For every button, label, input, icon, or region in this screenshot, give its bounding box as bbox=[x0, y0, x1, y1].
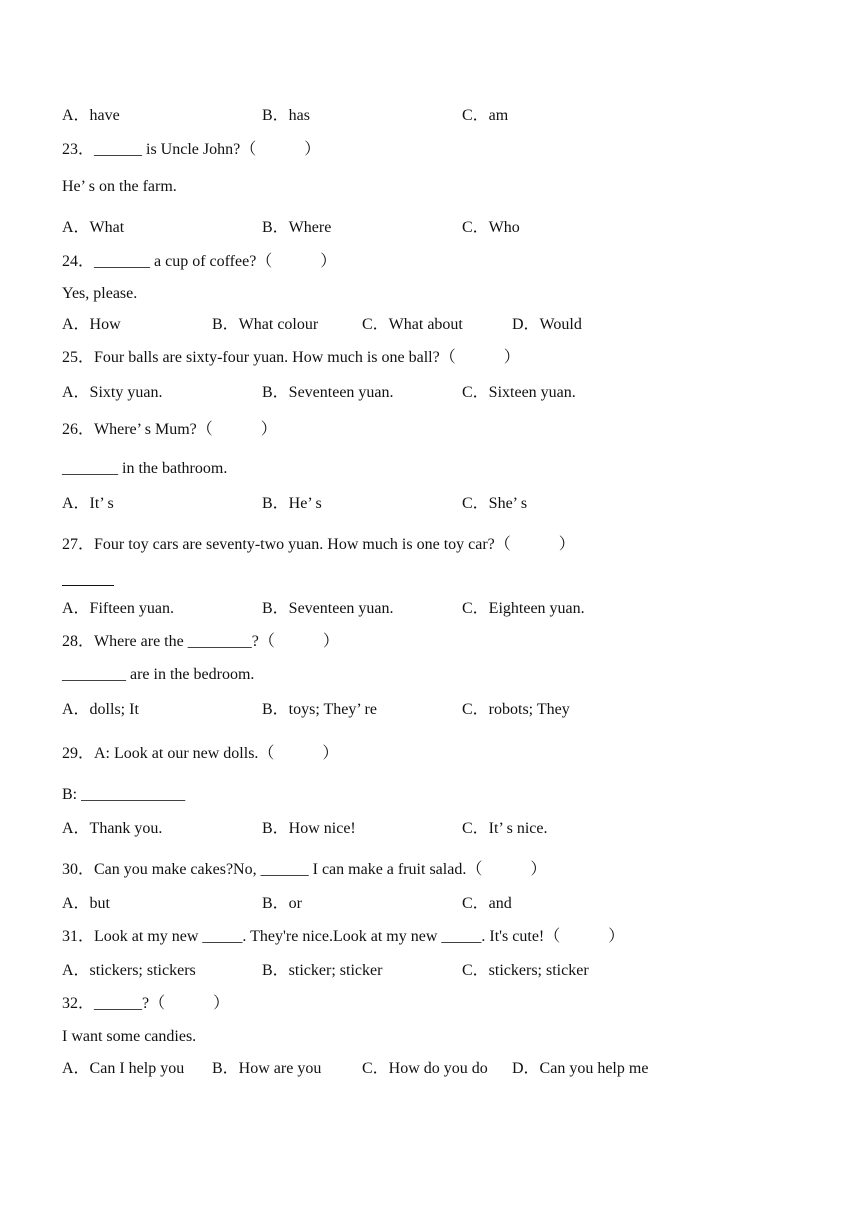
q28-option-b: B．toys; They’ re bbox=[262, 701, 377, 718]
q24-option-c: C．What about bbox=[362, 316, 463, 333]
q32-answer-line: I want some candies. bbox=[62, 1028, 197, 1045]
q26-option-a: A．It’ s bbox=[62, 495, 114, 512]
q29-option-b: B．How nice! bbox=[262, 820, 356, 837]
q28-option-a: A．dolls; It bbox=[62, 701, 139, 718]
q23-option-b: B．Where bbox=[262, 219, 332, 236]
q25-stem: 25．Four balls are sixty-four yuan. How much is one ball?（ ） bbox=[62, 349, 520, 366]
q26-answer-line: _______ in the bathroom. bbox=[62, 460, 228, 477]
q32-option-d: D．Can you help me bbox=[512, 1060, 649, 1077]
q24-option-b: B．What colour bbox=[212, 316, 319, 333]
q27-stem: 27．Four toy cars are seventy-two yuan. How much is one toy car?（ ） bbox=[62, 536, 575, 553]
q31-stem: 31．Look at my new _____. They're nice.Look at my new _____. It's cute!（ ） bbox=[62, 928, 625, 945]
q23-stem: 23．______ is Uncle John?（ ） bbox=[62, 141, 321, 158]
q22-option-b: B．has bbox=[262, 107, 311, 124]
q23-answer-line: He’ s on the farm. bbox=[62, 178, 177, 195]
q24-answer-line: Yes, please. bbox=[62, 285, 138, 302]
q29-answer-line: B: _____________ bbox=[62, 786, 186, 803]
q27-option-a: A．Fifteen yuan. bbox=[62, 600, 174, 617]
q26-option-b: B．He’ s bbox=[262, 495, 322, 512]
q27-option-c: C．Eighteen yuan. bbox=[462, 600, 585, 617]
q25-option-a: A．Sixty yuan. bbox=[62, 384, 163, 401]
q28-stem: 28．Where are the ________?（ ） bbox=[62, 633, 339, 650]
q26-stem: 26．Where’ s Mum?（ ） bbox=[62, 421, 277, 438]
q29-option-c: C．It’ s nice. bbox=[462, 820, 548, 837]
q31-option-a: A．stickers; stickers bbox=[62, 962, 196, 979]
q24-stem: 24．_______ a cup of coffee?（ ） bbox=[62, 253, 337, 270]
q23-option-c: C．Who bbox=[462, 219, 520, 236]
q25-option-b: B．Seventeen yuan. bbox=[262, 384, 394, 401]
q22-option-c: C．am bbox=[462, 107, 509, 124]
q32-option-a: A．Can I help you bbox=[62, 1060, 185, 1077]
q30-stem: 30．Can you make cakes?No, ______ I can make a fruit salad.（ ） bbox=[62, 861, 547, 878]
q29-stem: 29．A: Look at our new dolls.（ ） bbox=[62, 745, 339, 762]
q27-option-b: B．Seventeen yuan. bbox=[262, 600, 394, 617]
q31-option-b: B．sticker; sticker bbox=[262, 962, 383, 979]
q30-option-a: A．but bbox=[62, 895, 111, 912]
q25-option-c: C．Sixteen yuan. bbox=[462, 384, 576, 401]
q32-stem: 32．______?（ ） bbox=[62, 995, 230, 1012]
q28-answer-line: ________ are in the bedroom. bbox=[62, 666, 255, 683]
q23-option-a: A．What bbox=[62, 219, 125, 236]
q31-option-c: C．stickers; sticker bbox=[462, 962, 589, 979]
q30-option-b: B．or bbox=[262, 895, 303, 912]
q24-option-d: D．Would bbox=[512, 316, 582, 333]
q24-option-a: A．How bbox=[62, 316, 121, 333]
q32-option-c: C．How do you do bbox=[362, 1060, 488, 1077]
q26-option-c: C．She’ s bbox=[462, 495, 528, 512]
q29-option-a: A．Thank you. bbox=[62, 820, 163, 837]
q28-option-c: C．robots; They bbox=[462, 701, 570, 718]
q32-option-b: B．How are you bbox=[212, 1060, 322, 1077]
q30-option-c: C．and bbox=[462, 895, 512, 912]
q22-option-a: A．have bbox=[62, 107, 120, 124]
q27-blank-line bbox=[62, 585, 114, 586]
